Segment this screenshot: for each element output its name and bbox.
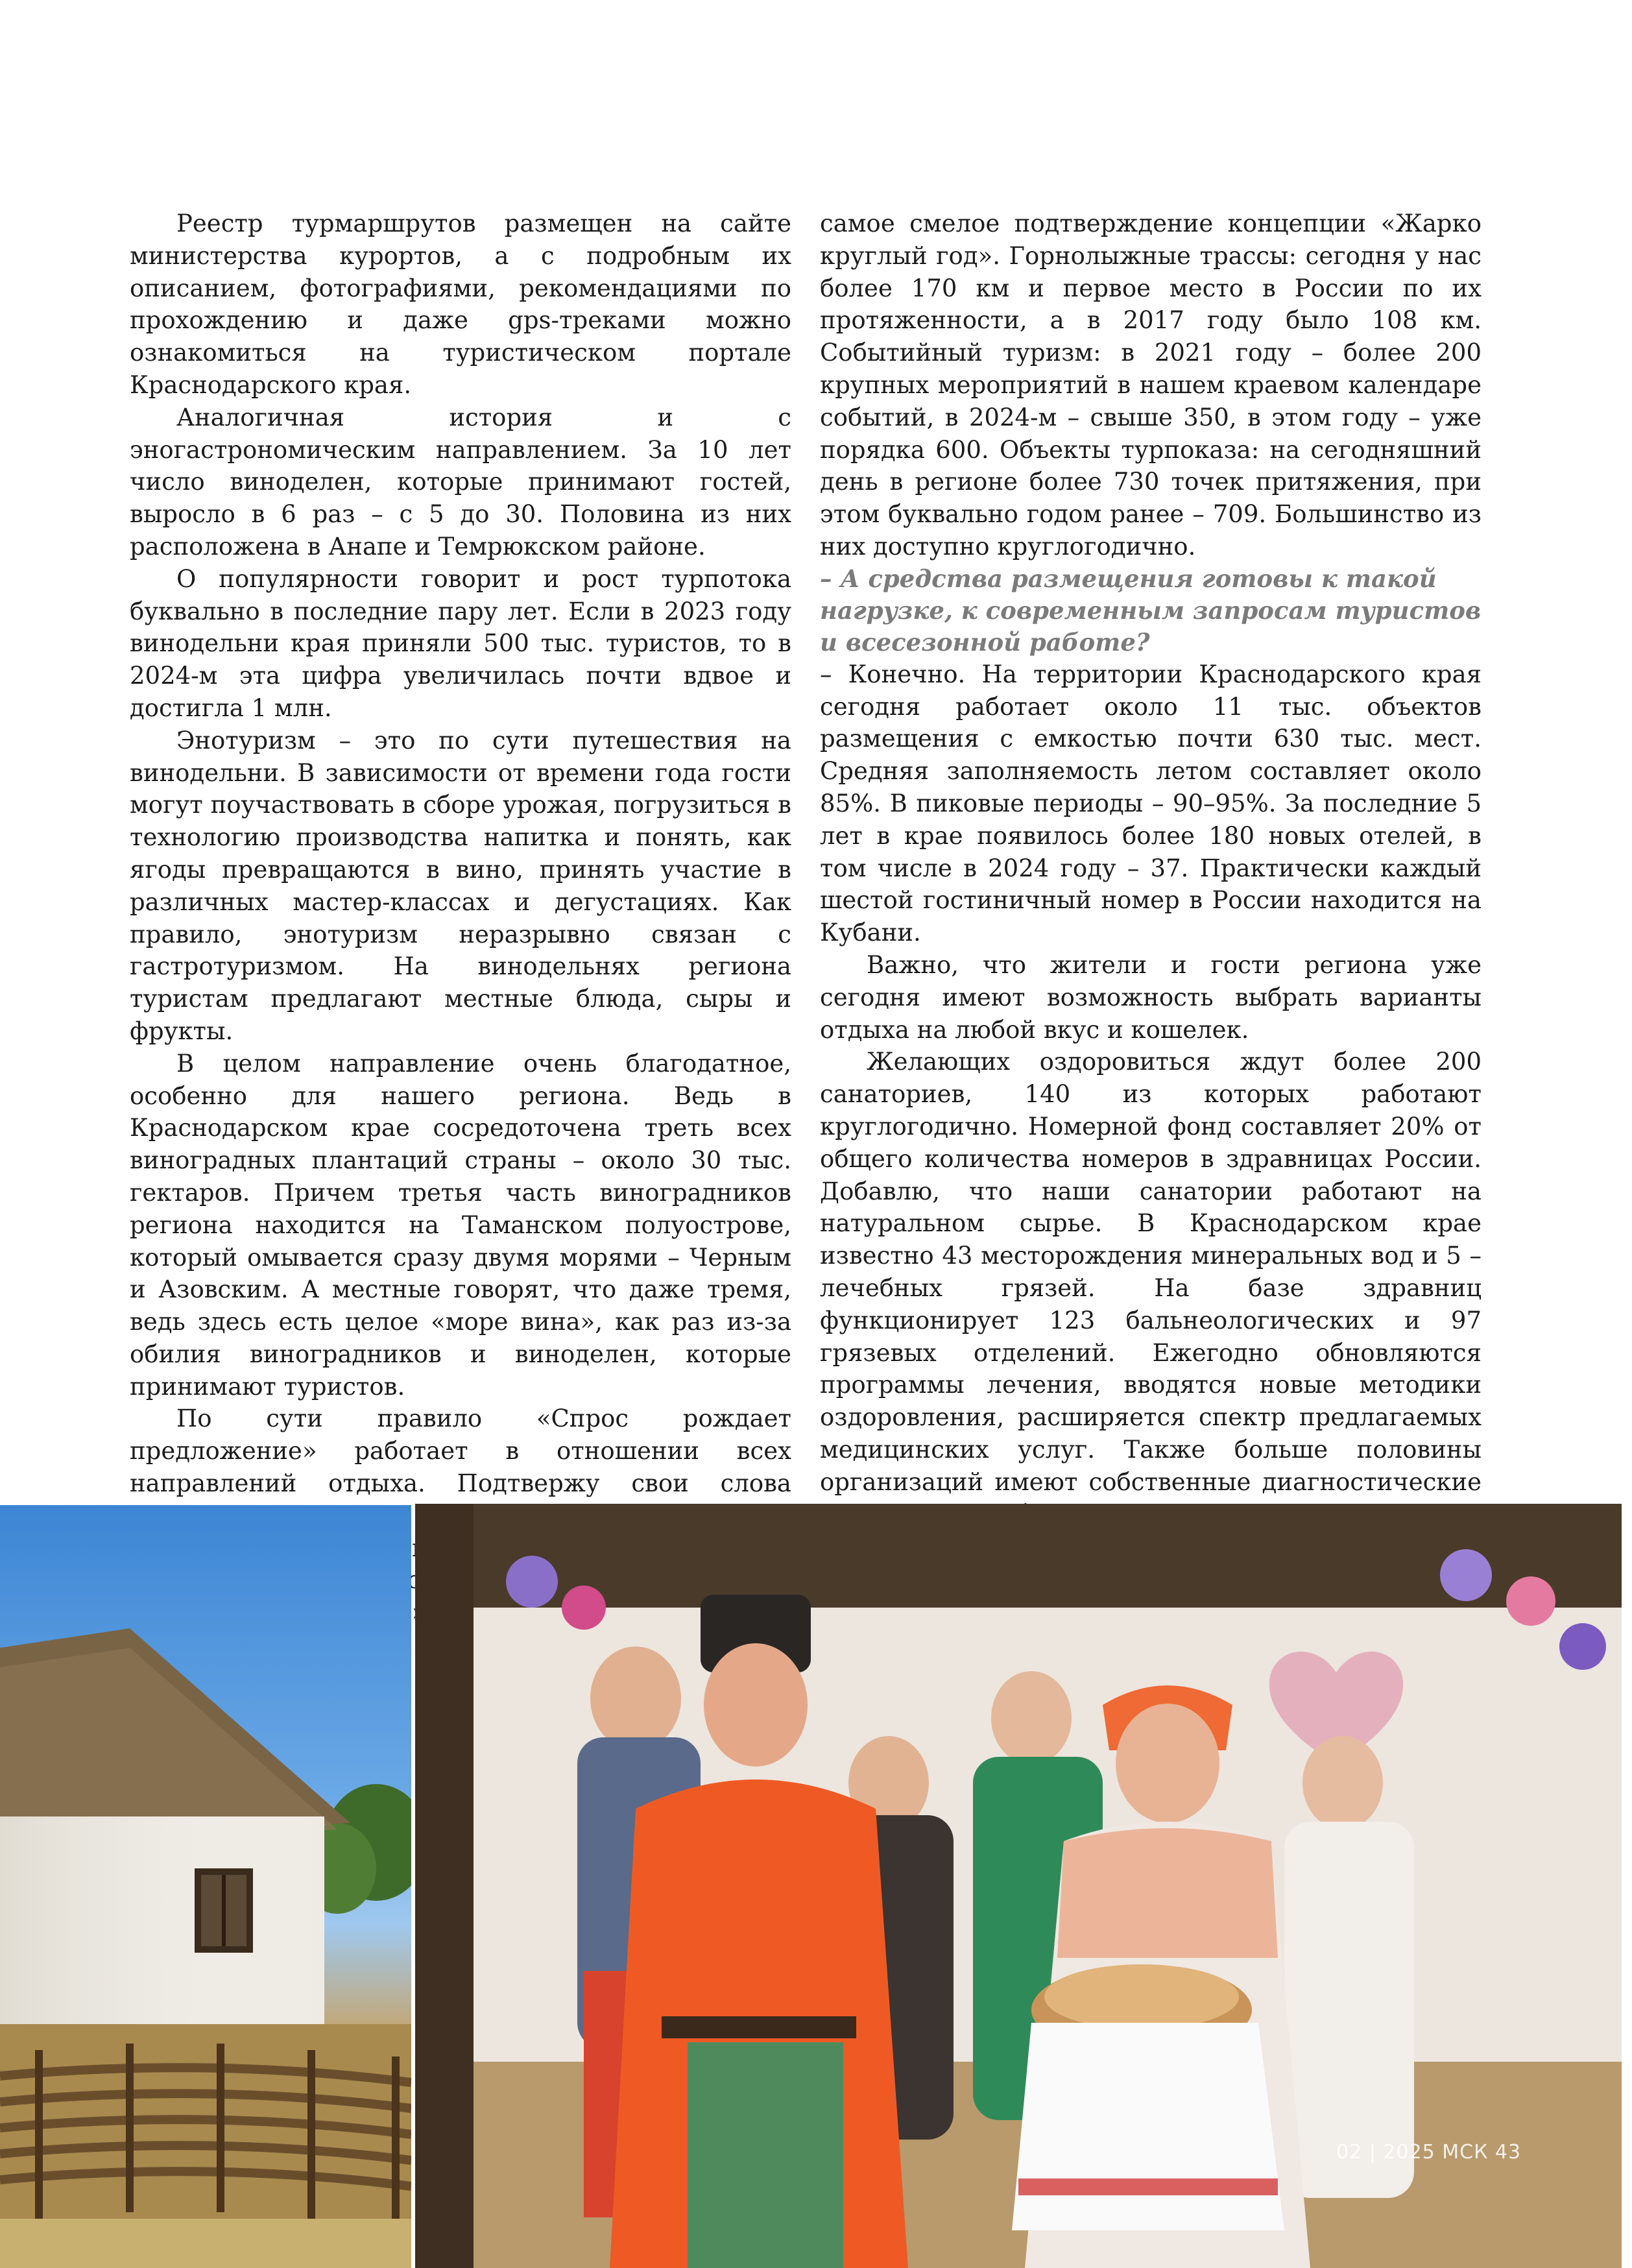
- paragraph: О популярности говорит и рост турпотока буквально в последние пару лет. Если в 2023 году винодельни края приняли 500 тыс. туристов, то в 2024-м эта цифра увеличилась почти вдвое и достигла 1 млн.: [130, 564, 791, 722]
- paragraph: – Конечно. На территории Краснодарского края сегодня работает около 11 тыс. объектов размещения с емкостью почти 630 тыс. мест. Средняя заполняемость летом составляет около 85%. В пиковые периоды – 90–95%. За последние 5 лет в крае появилось более 180 новых отелей, в том числе в 2024 году – 37. Практически каждый шестой гостиничный номер в России находится на Кубани.: [820, 660, 1482, 947]
- photo-thatched-hut: [0, 1505, 411, 2268]
- hut-illustration: [0, 1505, 411, 2268]
- left-text-column: [130, 208, 791, 1629]
- interview-question: – А средства размещения готовы к такой нагрузке, к современным запросам туристов и всесезонной работе?: [820, 564, 1482, 657]
- right-text-column: [820, 208, 1482, 1530]
- paragraph: Энотуризм – это по сути путешествия на винодельни. В зависимости от времени года гости могут поучаствовать в сборе урожая, погрузиться в технологию производства напитка и понять, как ягоды превращаются в вино, принять участие в различных мастер-классах и дегустациях. Как правило, энотуризм неразрывно связан с гастротуризмом. На винодельнях региона туристам предлагают местные блюда, сыры и фрукты.: [130, 726, 791, 1045]
- paragraph: В целом направление очень благодатное, особенно для нашего региона. Ведь в Краснодарском крае сосредоточена треть всех виноградных плантаций страны – около 30 тыс. гектаров. Причем третья часть виноградников региона находится на Таманском полуострове, который омывается сразу двумя морями – Черным и Азовским. А местные говорят, что даже тремя, ведь здесь есть целое «море вина», как раз из-за обилия виноградников и виноделен, которые принимают туристов.: [130, 1049, 791, 1401]
- paragraph: По сути правило «Спрос рождает предложение» работает в отношении всех направлений отдыха. Подтвержу свои слова: [130, 1405, 791, 1498]
- page-number-label: 02 | 2025 МСК 43: [1336, 2141, 1522, 2164]
- paragraph-continuation: самое смелое подтверждение концепции «Жарко круглый год». Горнолыжные трассы: сегодня у нас более 170 км и первое место в России по их протяженности, а в 2017 году было 108 км. Событийный туризм: в 2021 году – более 200 крупных мероприятий в нашем краевом календаре событий, в 2024-м – свыше 350, в этом году – уже порядка 600. Объекты турпоказа: на сегодняшний день в регионе более 730 точек притяжения, при этом буквально годом ранее – 709. Большинство из них доступно круглогодично.: [820, 210, 1482, 561]
- paragraph: Аналогичная история и с эногастрономическим направлением. За 10 лет число виноделен, которые принимают гостей, выросло в 6 раз – с 5 до 30. Половина из них расположена в Анапе и Темрюкском районе.: [130, 403, 791, 561]
- paragraph: Желающих оздоровиться ждут более 200 санаториев, 140 из которых работают круглогодично. Номерной фонд составляет 20% от общего количества номеров в здравницах России. Добавлю, что наши санатории работают на натуральном сырье. В Краснодарском крае известно 43 месторождения минеральных вод и 5 – лечебных грязей. На базе здравниц функционирует 123 бальнеологических и 97 грязевых отделений. Ежегодно обновляются программы лечения, вводятся новые методики оздоровления, расширяется спектр предлагаемых медицинских услуг. Также больше половины организаций имеют собственные диагностические: [820, 1048, 1482, 1496]
- paragraph: Важно, что жители и гости региона уже сегодня имеют возможность выбрать варианты отдыха на любой вкус и кошелек.: [820, 950, 1482, 1044]
- paragraph: Реестр турмаршрутов размещен на сайте министерства курортов, а с подробным их описанием, фотографиями, рекомендациями по прохождению и даже gps-треками можно ознакомиться на туристическом портале Краснодарского края.: [130, 210, 791, 399]
